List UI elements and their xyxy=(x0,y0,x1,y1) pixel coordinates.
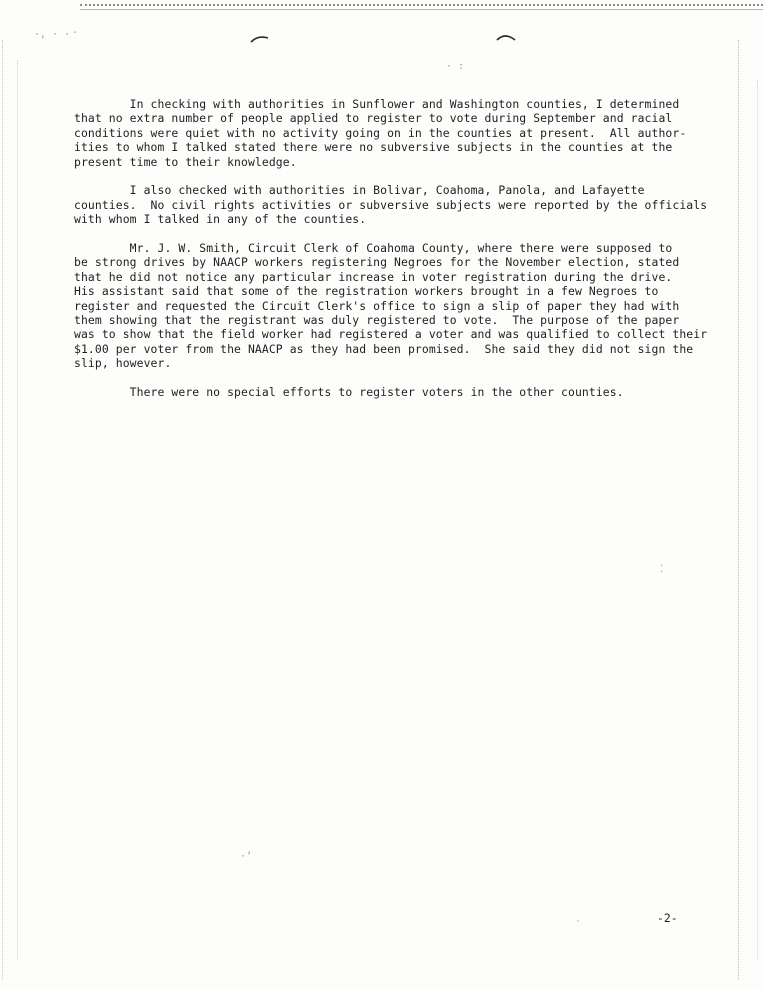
text-line: ities to whom I talked stated there were no subversive subjects in the counties at the xyxy=(74,140,673,155)
paragraph-circuit-clerk xyxy=(74,241,734,371)
page-number: -2- xyxy=(657,911,678,925)
text-line: $1.00 per voter from the NAACP as they had been promised. She said they did not sign the xyxy=(74,341,694,356)
text-line: counties. No civil rights activities or subversive subjects were reported by the officials xyxy=(74,197,708,212)
scan-left-edge-inner xyxy=(17,60,18,960)
scan-top-rule-secondary xyxy=(80,9,763,10)
scan-right-edge-outer xyxy=(757,80,758,960)
scan-left-edge xyxy=(2,40,3,980)
scan-speck: ·ʼ xyxy=(240,851,253,862)
text-line: His assistant said that some of the registration workers brought in a few Negroes to xyxy=(74,284,659,299)
paragraph-sunflower-washington xyxy=(74,97,734,169)
scan-top-rule xyxy=(80,4,763,6)
scan-speck: ·‚ · · xyxy=(34,29,71,40)
paragraph-no-special-efforts xyxy=(74,385,734,399)
text-line: There were no special efforts to register voters in the other counties. xyxy=(74,385,624,400)
text-line: present time to their knowledge. xyxy=(74,154,297,169)
text-line: register and requested the Circuit Clerk's office to sign a slip of paper they had with xyxy=(74,298,680,313)
text-line: was to show that the field worker had registered a voter and was qualified to collect their xyxy=(74,327,708,342)
paragraph-bolivar-coahoma xyxy=(74,183,734,226)
document-body xyxy=(74,97,734,414)
text-line: be strong drives by NAACP workers registering Negroes for the November election, stated xyxy=(74,255,680,270)
text-line: them showing that the registrant was duly registered to vote. The purpose of the paper xyxy=(74,313,680,328)
scan-speck: · : xyxy=(446,61,465,72)
scan-right-edge xyxy=(738,40,739,980)
scan-speck: ⁚ xyxy=(660,564,664,575)
text-line: In checking with authorities in Sunflower and Washington counties, I determined xyxy=(74,97,680,111)
text-line: that he did not notice any particular increase in voter registration during the drive. xyxy=(74,269,673,284)
text-line: I also checked with authorities in Bolivar, Coahoma, Panola, and Lafayette xyxy=(74,183,645,198)
text-line: that no extra number of people applied to register to vote during September and racial xyxy=(74,111,673,126)
text-line: conditions were quiet with no activity going on in the counties at present. All author- xyxy=(74,125,687,140)
scan-speck: - xyxy=(72,27,79,38)
scan-speck: ˎ xyxy=(575,911,582,922)
hole-punch-mark-left xyxy=(250,34,270,44)
text-line: with whom I talked in any of the counties. xyxy=(74,212,367,227)
text-line: slip, however. xyxy=(74,356,172,371)
hole-punch-mark-right xyxy=(496,32,516,42)
text-line: Mr. J. W. Smith, Circuit Clerk of Coahoma County, where there were supposed to xyxy=(74,241,673,256)
